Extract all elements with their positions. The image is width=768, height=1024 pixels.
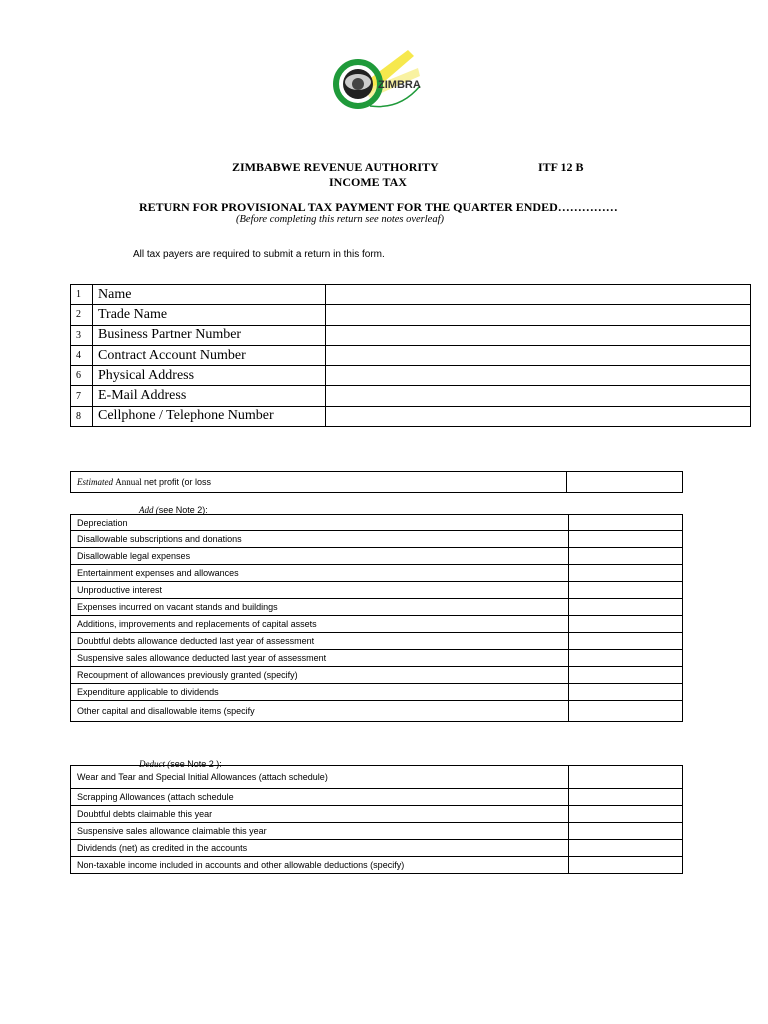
add-item-label: Depreciation	[71, 515, 569, 531]
deduct-item-label: Suspensive sales allowance claimable this year	[71, 823, 569, 840]
add-item-value-field[interactable]	[569, 599, 683, 616]
logo-text: ZIMBRA	[378, 79, 421, 91]
deduct-item-label: Doubtful debts claimable this year	[71, 806, 569, 823]
add-item-row	[71, 531, 683, 548]
add-item-value-field[interactable]	[569, 633, 683, 650]
detail-row	[71, 386, 751, 406]
detail-label: Cellphone / Telephone Number	[93, 406, 326, 426]
add-item-row	[71, 684, 683, 701]
deduct-item-label: Dividends (net) as credited in the accounts	[71, 840, 569, 857]
zimra-logo	[330, 46, 428, 118]
detail-value-field[interactable]	[326, 345, 751, 365]
detail-value-field[interactable]	[326, 325, 751, 345]
deduct-item-row	[71, 823, 683, 840]
estimated-profit-row	[71, 472, 683, 493]
net-profit-word: net profit (or loss	[144, 477, 212, 487]
add-item-value-field[interactable]	[569, 616, 683, 633]
add-item-label: Doubtful debts allowance deducted last year of assessment	[71, 633, 569, 650]
detail-number: 7	[71, 386, 93, 406]
deduct-item-label: Wear and Tear and Special Initial Allowances (attach schedule)	[71, 766, 569, 789]
add-item-label: Disallowable subscriptions and donations	[71, 531, 569, 548]
deduct-item-value-field[interactable]	[569, 806, 683, 823]
add-item-label: Other capital and disallowable items (specify	[71, 701, 569, 722]
deduct-item-row	[71, 806, 683, 823]
annual-word: Annual	[115, 477, 142, 487]
deduct-item-value-field[interactable]	[569, 823, 683, 840]
detail-row	[71, 345, 751, 365]
add-item-value-field[interactable]	[569, 548, 683, 565]
add-item-row	[71, 548, 683, 565]
taxpayer-details-table	[70, 284, 751, 427]
detail-row	[71, 325, 751, 345]
add-item-row	[71, 582, 683, 599]
add-item-label: Suspensive sales allowance deducted last year of assessment	[71, 650, 569, 667]
add-item-label: Additions, improvements and replacements of capital assets	[71, 616, 569, 633]
detail-value-field[interactable]	[326, 305, 751, 325]
estimated-profit-value[interactable]	[567, 472, 683, 493]
detail-row	[71, 305, 751, 325]
add-items-table	[70, 514, 683, 722]
deduct-caption-rest: see Note 2 ):	[170, 759, 222, 769]
add-item-row	[71, 599, 683, 616]
add-item-label: Disallowable legal expenses	[71, 548, 569, 565]
detail-value-field[interactable]	[326, 285, 751, 305]
deduct-item-label: Scrapping Allowances (attach schedule	[71, 789, 569, 806]
form-code: ITF 12 B	[538, 160, 584, 174]
add-caption-italic: Add (	[139, 505, 159, 515]
add-item-value-field[interactable]	[569, 582, 683, 599]
instruction-text: All tax payers are required to submit a return in this form.	[133, 249, 385, 260]
add-item-row	[71, 701, 683, 722]
detail-number: 6	[71, 366, 93, 386]
add-item-row	[71, 565, 683, 582]
detail-number: 3	[71, 325, 93, 345]
deduct-items-table	[70, 765, 683, 874]
add-item-row	[71, 515, 683, 531]
detail-label: Trade Name	[93, 305, 326, 325]
add-item-value-field[interactable]	[569, 565, 683, 582]
detail-number: 4	[71, 345, 93, 365]
return-title: RETURN FOR PROVISIONAL TAX PAYMENT FOR THE QUARTER ENDED……………	[139, 200, 618, 214]
detail-number: 1	[71, 285, 93, 305]
detail-label: Contract Account Number	[93, 345, 326, 365]
deduct-item-row	[71, 766, 683, 789]
add-item-row	[71, 633, 683, 650]
detail-value-field[interactable]	[326, 406, 751, 426]
detail-number: 8	[71, 406, 93, 426]
detail-row	[71, 366, 751, 386]
authority-title: ZIMBABWE REVENUE AUTHORITY	[232, 160, 439, 174]
deduct-item-value-field[interactable]	[569, 840, 683, 857]
detail-label: Name	[93, 285, 326, 305]
return-note: (Before completing this return see notes overleaf)	[236, 214, 445, 225]
add-item-value-field[interactable]	[569, 515, 683, 531]
add-item-value-field[interactable]	[569, 684, 683, 701]
detail-row	[71, 285, 751, 305]
deduct-item-row	[71, 857, 683, 874]
add-item-label: Expenditure applicable to dividends	[71, 684, 569, 701]
add-item-label: Entertainment expenses and allowances	[71, 565, 569, 582]
add-item-value-field[interactable]	[569, 667, 683, 684]
detail-label: Business Partner Number	[93, 325, 326, 345]
detail-value-field[interactable]	[326, 386, 751, 406]
detail-label: Physical Address	[93, 366, 326, 386]
tax-type-heading: INCOME TAX	[329, 175, 407, 189]
estimated-word: Estimated	[77, 477, 113, 487]
detail-number: 2	[71, 305, 93, 325]
add-item-row	[71, 616, 683, 633]
deduct-item-value-field[interactable]	[569, 766, 683, 789]
detail-label: E-Mail Address	[93, 386, 326, 406]
add-item-row	[71, 667, 683, 684]
add-item-label: Recoupment of allowances previously granted (specify)	[71, 667, 569, 684]
estimated-profit-table	[70, 471, 683, 493]
add-item-label: Expenses incurred on vacant stands and buildings	[71, 599, 569, 616]
deduct-item-value-field[interactable]	[569, 789, 683, 806]
deduct-caption-italic: Deduct (	[139, 759, 171, 769]
add-item-value-field[interactable]	[569, 650, 683, 667]
detail-value-field[interactable]	[326, 366, 751, 386]
deduct-item-label: Non-taxable income included in accounts and other allowable deductions (specify)	[71, 857, 569, 874]
add-item-value-field[interactable]	[569, 701, 683, 722]
deduct-item-value-field[interactable]	[569, 857, 683, 874]
deduct-item-row	[71, 789, 683, 806]
add-item-value-field[interactable]	[569, 531, 683, 548]
deduct-item-row	[71, 840, 683, 857]
add-item-label: Unproductive interest	[71, 582, 569, 599]
detail-row	[71, 406, 751, 426]
estimated-profit-label	[71, 472, 567, 493]
add-caption-rest: see Note 2):	[158, 505, 208, 515]
add-item-row	[71, 650, 683, 667]
